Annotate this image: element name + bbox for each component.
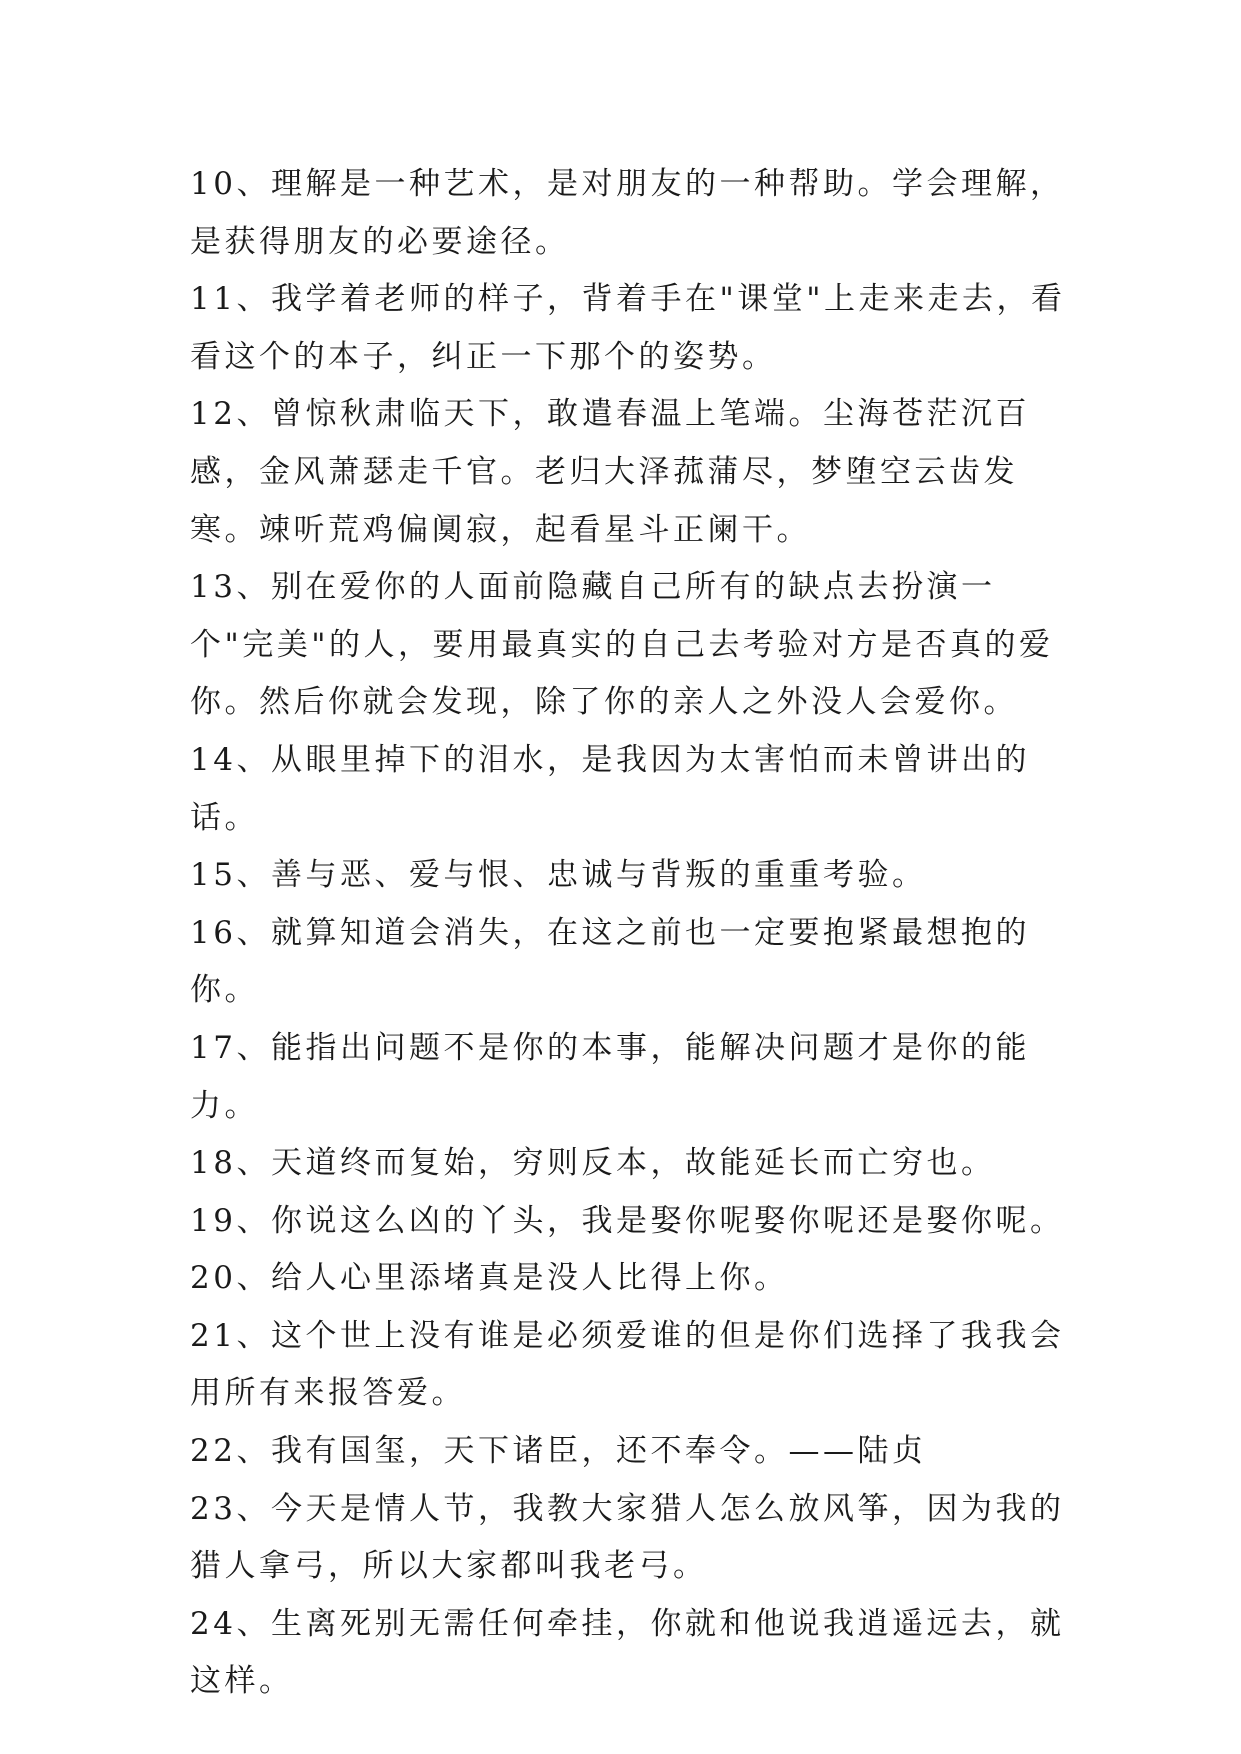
quote-item-12: 12、曾惊秋肃临天下，敢遣春温上笔端。尘海苍茫沉百感，金风萧瑟走千官。老归大泽菰蒲尽，梦堕空云齿发寒。竦听荒鸡偏阒寂，起看星斗正阑干。	[190, 396, 1030, 548]
quote-item-13: 13、别在爱你的人面前隐藏自己所有的缺点去扮演一个"完美"的人，要用最真实的自己去考验对方是否真的爱你。然后你就会发现，除了你的亲人之外没人会爱你。	[190, 569, 1054, 721]
quote-item-17: 17、能指出问题不是你的本事，能解决问题才是你的能力。	[190, 1029, 1030, 1124]
quote-item-14: 14、从眼里掉下的泪水，是我因为太害怕而未曾讲出的话。	[190, 741, 1030, 836]
quote-item-20: 20、给人心里添堵真是没人比得上你。	[190, 1260, 789, 1297]
quote-item-21: 21、这个世上没有谁是必须爱谁的但是你们选择了我我会用所有来报答爱。	[190, 1317, 1065, 1412]
quote-item-24: 24、生离死别无需任何牵挂，你就和他说我逍遥远去，就这样。	[190, 1605, 1065, 1700]
quote-item-16: 16、就算知道会消失，在这之前也一定要抱紧最想抱的你。	[190, 914, 1030, 1009]
quote-item-19: 19、你说这么凶的丫头，我是娶你呢娶你呢还是娶你呢。	[190, 1202, 1065, 1239]
quote-item-23: 23、今天是情人节，我教大家猎人怎么放风筝，因为我的猎人拿弓，所以大家都叫我老弓。	[190, 1490, 1065, 1585]
quote-item-11: 11、我学着老师的样子，背着手在"课堂"上走来走去，看看这个的本子，纠正一下那个的姿势。	[190, 281, 1066, 375]
quote-item-18: 18、天道终而复始，穷则反本，故能延长而亡穷也。	[190, 1145, 996, 1182]
quote-item-22: 22、我有国玺，天下诸臣，还不奉令。——陆贞	[190, 1433, 927, 1470]
quote-list	[190, 156, 1070, 1711]
quote-item-10: 10、理解是一种艺术，是对朋友的一种帮助。学会理解，是获得朋友的必要途径。	[190, 166, 1065, 260]
quote-item-15: 15、善与恶、爱与恨、忠诚与背叛的重重考验。	[190, 857, 927, 894]
